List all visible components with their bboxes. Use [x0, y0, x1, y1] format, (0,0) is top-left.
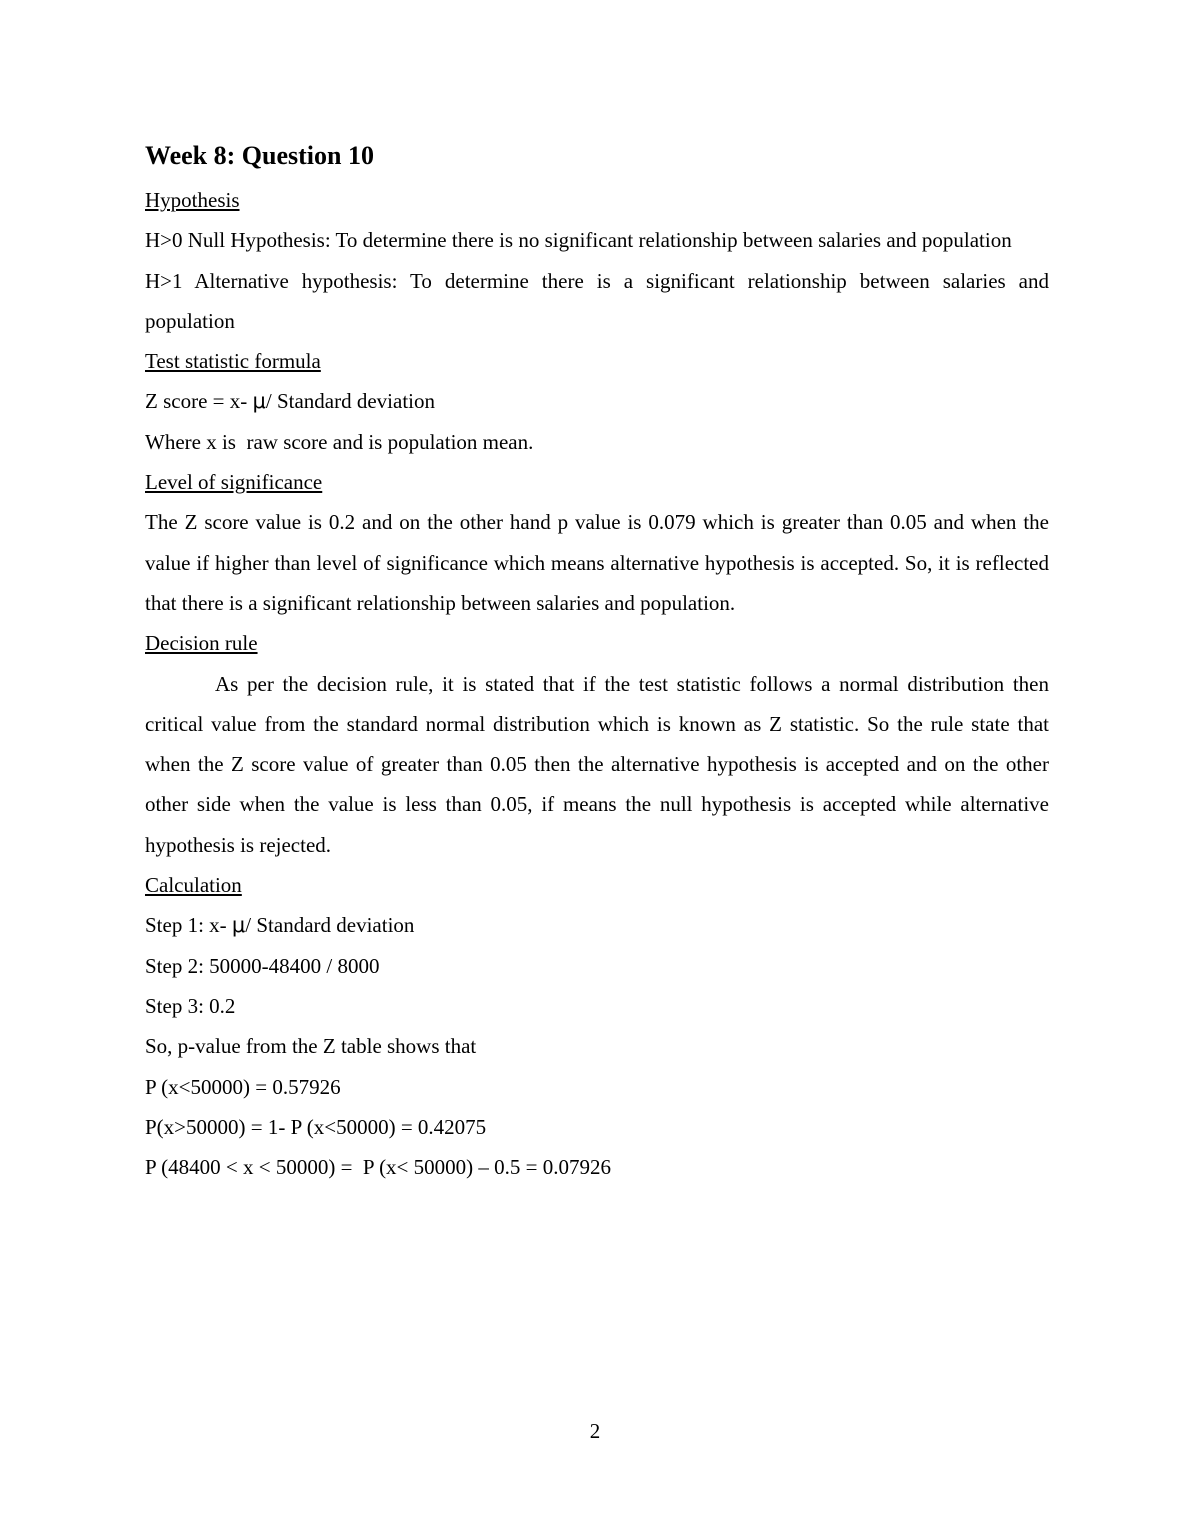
- null-hypothesis: H>0 Null Hypothesis: To determine there is no significant relationship between salaries and population: [145, 228, 1012, 253]
- p-value-line-2: P(x>50000) = 1- P (x<50000) = 0.42075: [145, 1114, 487, 1139]
- document-title: Week 8: Question 10: [145, 141, 374, 170]
- step1-prefix: Step 1: x-: [145, 913, 232, 938]
- hypothesis-heading: Hypothesis: [145, 188, 240, 212]
- document-body: [145, 136, 1049, 1187]
- significance-heading: Level of significance: [145, 470, 323, 495]
- decision-rule-text: As per the decision rule, it is stated that if the test statistic follows a normal distribution then critical value from the standard normal distribution which is known as Z statistic. So the rule state that when the Z score value of greater than 0.05 then the alternative hypothesis is accepted and on the other other side when the value is less than 0.05, if means the null hypothesis is accepted while alternative hypothesis is rejected.: [145, 671, 1049, 857]
- alternative-hypothesis: H>1 Alternative hypothesis: To determine there is a significant relationship between salaries and population: [145, 268, 1049, 333]
- calculation-step-2: Step 2: 50000-48400 / 8000: [145, 953, 380, 978]
- test-statistic-heading: Test statistic formula: [145, 349, 321, 374]
- formula-prefix: Z score = x-: [145, 389, 253, 414]
- page-number: 2: [589, 1419, 601, 1443]
- calculation-heading: Calculation: [145, 873, 242, 898]
- formula-suffix: / Standard deviation: [265, 389, 435, 414]
- p-value-line-1: P (x<50000) = 0.57926: [145, 1074, 341, 1099]
- significance-text: The Z score value is 0.2 and on the other hand p value is 0.079 which is greater than 0.05 and when the value if higher than level of significance which means alternative hypothesis is accepted. So, it is reflected that there is a significant relationship between salaries and population.: [145, 510, 1049, 615]
- calculation-step-1: [145, 905, 1049, 945]
- step1-suffix: / Standard deviation: [245, 913, 415, 938]
- mu-symbol: μ: [252, 389, 266, 414]
- p-value-line-3: P (48400 < x < 50000) = P (x< 50000) – 0.5 = 0.07926: [145, 1155, 611, 1180]
- formula-explanation: Where x is raw score and is population mean.: [145, 429, 534, 454]
- calculation-step-3: Step 3: 0.2: [145, 993, 236, 1018]
- z-score-formula: [145, 381, 1049, 421]
- p-value-intro: So, p-value from the Z table shows that: [145, 1034, 477, 1059]
- decision-rule-heading: Decision rule: [145, 631, 258, 656]
- mu-symbol: μ: [231, 913, 246, 938]
